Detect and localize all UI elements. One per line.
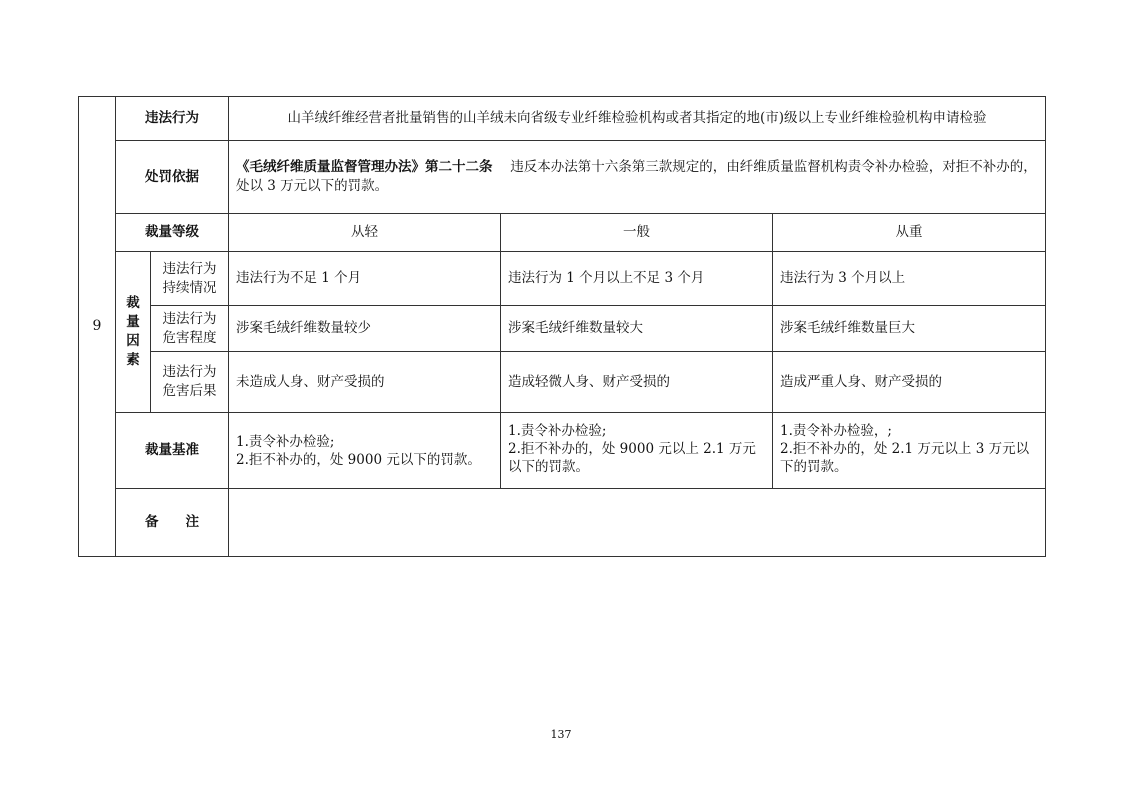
standard-general: [501, 413, 773, 489]
factors-label: [116, 252, 151, 413]
violation-text: 山羊绒纤维经营者批量销售的山羊绒未向省级专业纤维检验机构或者其指定的地(市)级以上专业纤维检验机构申请检验: [229, 97, 1046, 141]
factor-consequence-general: 造成轻微人身、财产受损的: [501, 352, 773, 413]
standard-general-line-1: 1.责令补办检验;: [508, 423, 607, 439]
remarks-label: 备 注: [116, 489, 229, 557]
basis-label: 处罚依据: [116, 141, 229, 214]
standard-light-line-1: 1.责令补办检验;: [236, 433, 335, 450]
factor-name: [151, 306, 229, 352]
factor-consequence-heavy: 造成严重人身、财产受损的: [773, 352, 1046, 413]
level-general: 一般: [501, 214, 773, 252]
basis-cell: [229, 141, 1046, 214]
factor-duration-light: 违法行为不足 1 个月: [229, 252, 501, 306]
standard-heavy-line-1: 1.责令补办检验，;: [780, 423, 892, 439]
factor-name: [151, 252, 229, 306]
row-number: 9: [79, 97, 116, 557]
levels-label: 裁量等级: [116, 214, 229, 252]
standard-heavy: [773, 413, 1046, 489]
basis-law-title: 《毛绒纤维质量监督管理办法》第二十二条: [236, 159, 493, 175]
factor-duration-heavy: 违法行为 3 个月以上: [773, 252, 1046, 306]
remarks-text: [229, 489, 1046, 557]
factor-duration-general: 违法行为 1 个月以上不足 3 个月: [501, 252, 773, 306]
factor-severity-heavy: 涉案毛绒纤维数量巨大: [773, 306, 1046, 352]
factor-severity-general: 涉案毛绒纤维数量较大: [501, 306, 773, 352]
standard-label: 裁量基准: [116, 413, 229, 489]
page-number: 137: [550, 728, 572, 741]
factors-label-text: 裁量因素: [126, 295, 140, 368]
level-heavy: 从重: [773, 214, 1046, 252]
factor-name: [151, 352, 229, 413]
standard-light: [229, 413, 501, 489]
factor-consequence-name: 违法行为危害后果: [162, 364, 217, 399]
level-light: 从轻: [229, 214, 501, 252]
standard-general-line-2: 2.拒不补办的，处 9000 元以上 2.1 万元以下的罚款。: [508, 441, 756, 475]
violation-label: 违法行为: [116, 97, 229, 141]
standard-heavy-line-2: 2.拒不补办的，处 2.1 万元以上 3 万元以下的罚款。: [780, 441, 1030, 475]
factor-severity-name: 违法行为危害程度: [162, 310, 217, 346]
basis-text: 违反本办法第十六条第三款规定的，由纤维质量监督机构责令补办检验，对拒不补办的，处以 3 万元以下的罚款。: [236, 159, 1037, 194]
factor-consequence-light: 未造成人身、财产受损的: [229, 352, 501, 413]
standard-light-line-2: 2.拒不补办的，处 9000 元以下的罚款。: [236, 451, 481, 468]
penalty-discretion-table: [78, 96, 1046, 557]
factor-severity-light: 涉案毛绒纤维数量较少: [229, 306, 501, 352]
factor-duration-name: 违法行为持续情况: [162, 260, 217, 296]
